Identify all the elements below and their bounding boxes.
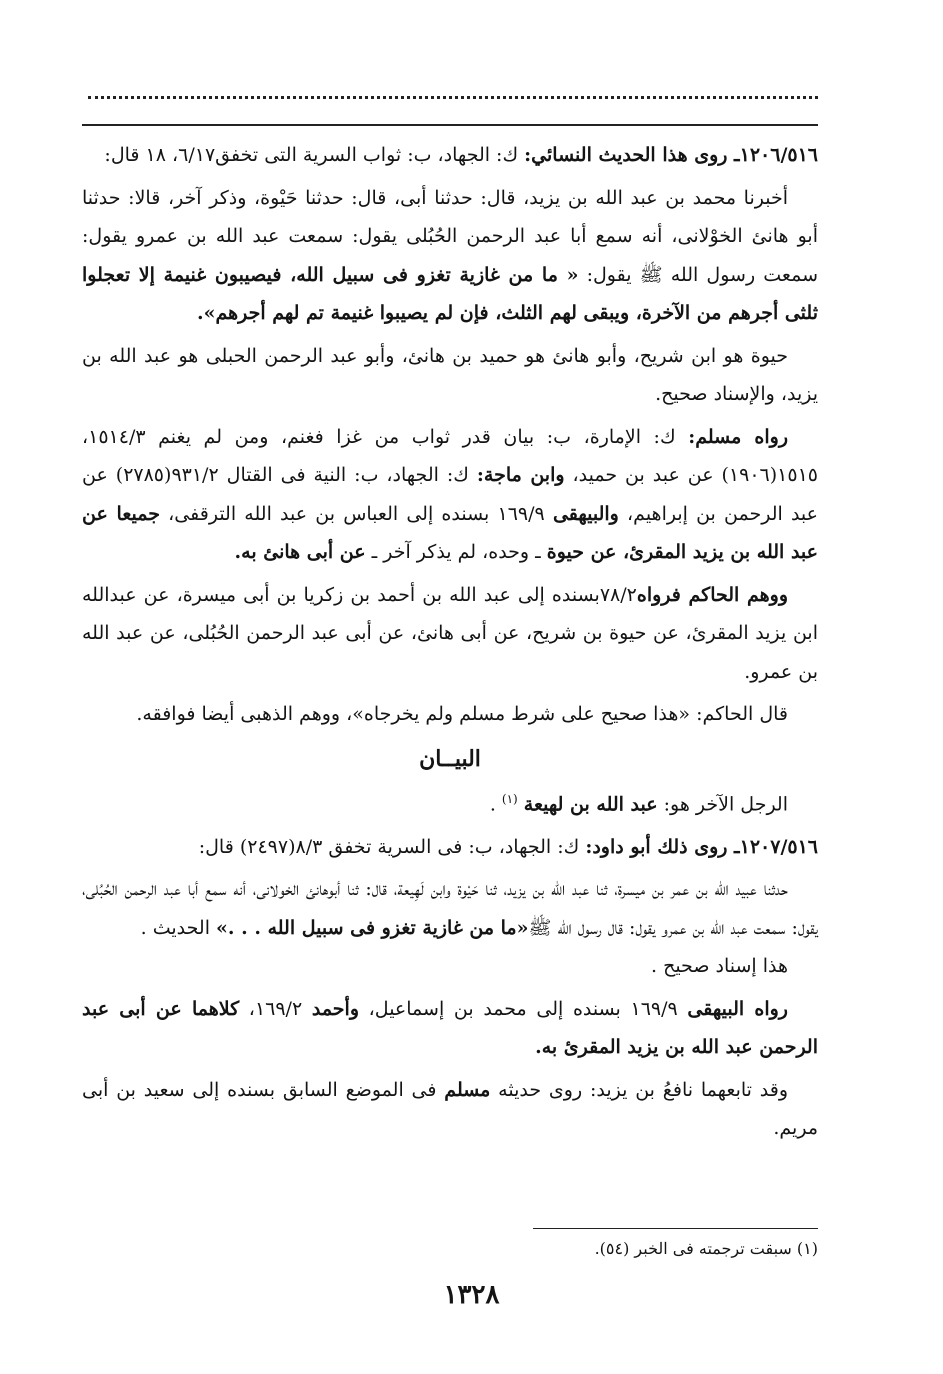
isnad-text: حدثنا عبيد الله بن عمر بن ميسرة، ثنا عبد الله بن يزيد، ثنا حَيْوة وابن لَهِيعة، قال: ثنا أبوهانئ الخولانى، أنه سمع أبا عبد الرحمن الحُبُلى، يقول: سمعت عبد الله بن عمرو يقول: قال رسول الله ﷺ <box>82 878 818 939</box>
footnote-reference: (١) <box>501 792 518 806</box>
bayan-text <box>82 780 818 824</box>
takhrij-common-end: عن أبى هانئ به. <box>234 541 366 563</box>
entry-1-hakim-quote: قال الحاكم: «هذا صحيح على شرط مسلم ولم يخرجاه»، ووهم الذهبى أيضا فوافقه. <box>136 703 788 725</box>
takhrij-common: كلاهما عن أبى عبد الرحمن عبد الله بن يزيد المقرئ به. <box>82 997 818 1059</box>
entry-2-source: ك: الجهاد، ب: فى السرية تخفق ٨/٣(٢٤٩٧) قال: <box>198 835 586 858</box>
entry-2-isnad <box>82 870 818 947</box>
bayan-heading: البيــان <box>419 745 481 772</box>
footnote-rule <box>533 1228 818 1229</box>
takhrij-bayhaqi: رواه البيهقى <box>687 997 788 1020</box>
entry-2-heading <box>82 828 818 867</box>
takhrij-ahmad: وأحمد <box>311 997 360 1020</box>
hadith-matn: « ما من غازية تغزو فى سبيل الله، فيصيبون غنيمة إلا تعجلوا ثلثى أجرهم من الآخرة، ويبقى لهم الثلث، فإن لم يصيبوا غنيمة تم لهم أجرهم». <box>82 263 818 324</box>
entry-2-number: ١٢٠٧/٥١٦ـ روى ذلك أبو داود: <box>585 835 818 858</box>
entry-1-note: حيوة هو ابن شريح، وأبو هانئ هو حميد بن هانئ، وأبو عبد الرحمن الحبلى هو عبد الله بن يزيد، والإسناد صحيح. <box>82 344 818 405</box>
page-number: ١٣٢٨ <box>443 1280 500 1310</box>
bayan-end: . <box>489 793 502 816</box>
entry-1-heading <box>82 136 818 175</box>
hakim-text: ٧٨/٢بسنده إلى عبد الله بن أحمد بن زكريا بن أبى ميسرة، عن عبدالله ابن يزيد المقرئ، عن حيوة بن شريح، عن أبى هانئ، عن أبى عبد الرحمن الحُبُلى، عن عبد الله بن عمرو. <box>82 583 818 683</box>
follow-muslim: مسلم <box>444 1078 491 1101</box>
bayan-label: الرجل الآخر هو: <box>657 793 788 816</box>
hakim-bold: ووهم الحاكم فرواه <box>636 583 789 606</box>
entry-1-isnad <box>82 179 818 333</box>
bayan-name: عبد الله بن لهيعة <box>523 793 658 816</box>
takhrij-muslim: رواه مسلم: <box>688 425 788 448</box>
follow-text: وقد تابعهما نافعُ بن يزيد: روى حديثه <box>490 1078 788 1101</box>
takhrij-text: ١٦٩/٩ بسنده إلى محمد بن إسماعيل، <box>359 997 688 1020</box>
hadith-matn: «ما من غازية تغزو فى سبيل الله . . .» <box>216 916 529 939</box>
follow-text: فى الموضع السابق بسنده إلى سعيد بن أبى مريم. <box>82 1078 818 1140</box>
entry-1-takhrij <box>82 418 818 572</box>
entry-2-takhrij <box>82 990 818 1067</box>
entry-1-source: ك: الجهاد، ب: ثواب السرية التى تخفق٦/١٧، ١٨ قال: <box>104 144 525 166</box>
footnote: (١) سبقت ترجمته فى الخبر (٥٤). <box>594 1239 818 1258</box>
entry-2-note: هذا إسناد صحيح . <box>650 955 788 978</box>
takhrij-text: ١٦٩/٢، <box>239 997 312 1020</box>
top-rule <box>82 124 818 126</box>
entry-1-hakim <box>82 576 818 692</box>
entry-1-number: ١٢٠٦/٥١٦ـ روى هذا الحديث النسائي: <box>524 144 818 166</box>
takhrij-text: ١٦٩/٩ بسنده إلى العباس بن عبد الله الترقفى، <box>159 502 553 525</box>
takhrij-text: ـ وحده، لم يذكر آخر ـ <box>365 541 547 563</box>
takhrij-ibn-majah: وابن ماجة: <box>476 464 565 486</box>
entry-2-follow <box>82 1071 818 1148</box>
takhrij-text: ك: الإمارة، ب: بيان قدر ثواب من غزا فغنم، ومن لم يغنم ١٥١٤/٣، ١٥١٥(١٩٠٦) عن عبد بن حميد، <box>82 425 818 486</box>
takhrij-common: جميعا عن عبد الله بن يزيد المقرئ، عن حيوة <box>82 502 818 563</box>
dotted-separator <box>88 86 818 99</box>
matn-end: الحديث . <box>140 916 217 939</box>
isnad-text: أخبرنا محمد بن عبد الله بن يزيد، قال: حدثنا أبى، قال: حدثنا حَيْوة، وذكر آخر، قالا: حدثنا أبو هانئ الخوْلانى، أنه سمع أبا عبد الرحمن الحُبُلى يقول: سمعت عبد الله بن عمرو يقول: سمعت رسول الله ﷺ يقول: <box>82 186 818 286</box>
takhrij-bayhaqi: والبيهقى <box>552 502 619 525</box>
takhrij-text: ك: الجهاد، ب: النية فى القتال ٩٣١/٢(٢٧٨٥) عن عبد الرحمن بن إبراهيم، <box>82 464 818 525</box>
main-text <box>82 136 818 1148</box>
